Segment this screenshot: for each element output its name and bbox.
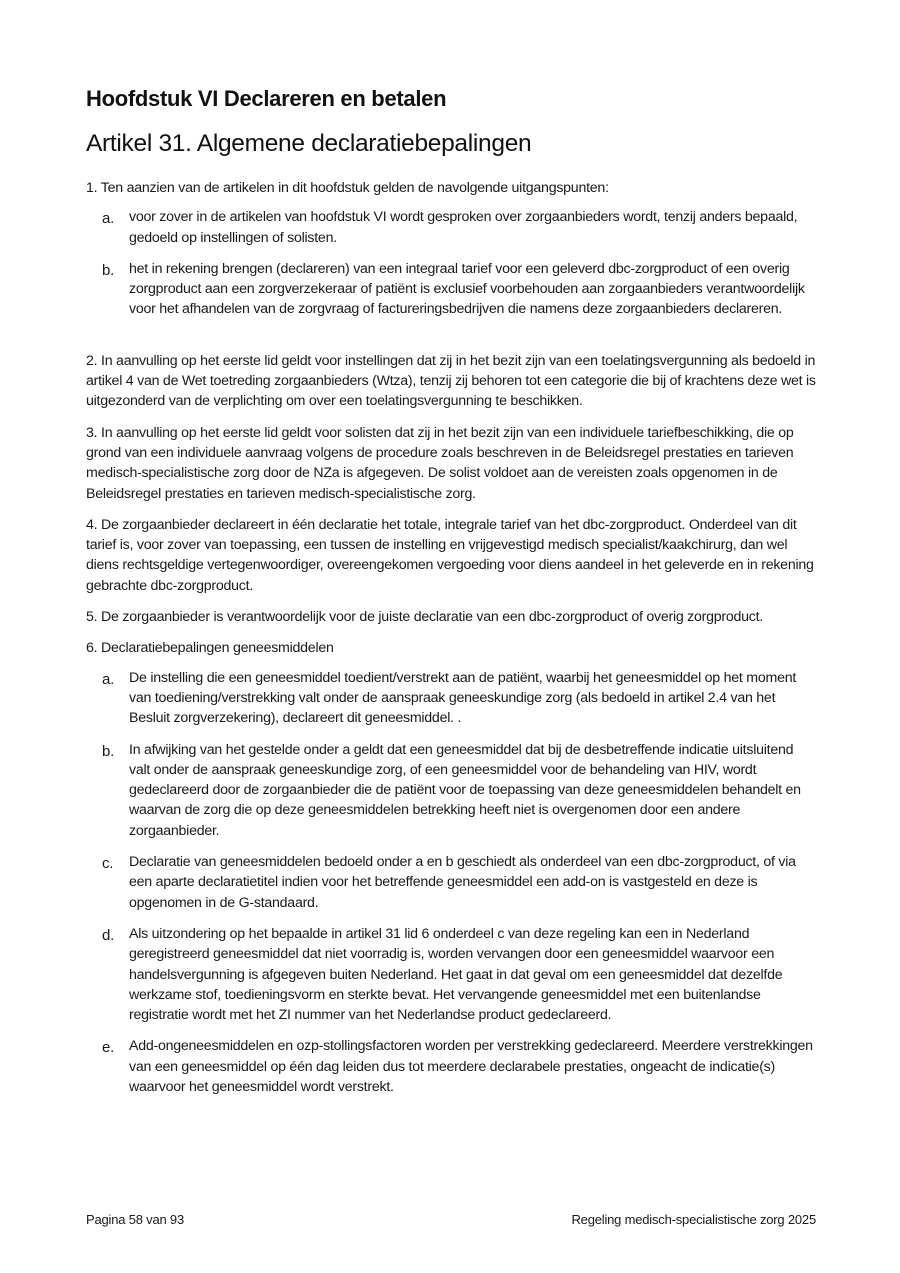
lid-6-list — [86, 668, 816, 1098]
lid-4: 4. De zorgaanbieder declareert in één declaratie het totale, integrale tarief van het dbc-zorgproduct. Onderdeel van dit tarief is, voor zover van toepassing, een tussen de instelling en vrijgevestigd medisch specialist/kaakchirurg, dan wel diens rechtsgeldige vertegenwoordiger, overeengekomen vergoeding voor diens aandeel in het geleverde en in rekening gebrachte dbc-zorgproduct. — [86, 516, 814, 594]
list-item-text: De instelling die een geneesmiddel toedient/verstrekt aan de patiënt, waarbij het geneesmiddel op het moment van toediening/verstrekking valt onder de aanspraak geneeskundige zorg (als bedoeld in artikel 2.4 van het Besluit zorgverzekering), declareert dit geneesmiddel. . — [129, 669, 797, 727]
list-item-label: b. — [102, 261, 115, 279]
lid-1-list — [86, 207, 816, 319]
article-body — [86, 178, 816, 1108]
list-item — [86, 852, 816, 913]
list-item-label: a. — [102, 670, 115, 688]
list-item — [86, 740, 816, 841]
list-item-text: Als uitzondering op het bepaalde in artikel 31 lid 6 onderdeel c van deze regeling kan een in Nederland geregistreerd geneesmiddel dat niet voorradig is, worden vervangen door een geneesmiddel waarvoor een handelsvergunning is afgegeven buiten Nederland. Het gaat in dat geval om een geneesmiddel dat dezelfde werkzame stof, toedieningsvorm en sterkte bevat. Het vervangende geneesmiddel met een buitenlandse registratie wordt met het ZI nummer van het Nederlandse product gedeclareerd. — [129, 925, 783, 1024]
list-item-text: het in rekening brengen (declareren) van een integraal tarief voor een geleverd dbc-zorgproduct of een overig zorgproduct aan een zorgverzekeraar of patiënt is exclusief voorbehouden aan zorgaanbieders verantwoordelijk voor het afhandelen van de zorgvraag of factureringsbedrijven die namens deze zorgaanbieders declareren. — [129, 260, 805, 318]
list-item-label: e. — [102, 1039, 115, 1057]
article-title: Artikel 31. Algemene declaratiebepalingen — [86, 130, 532, 157]
list-item-text: In afwijking van het gestelde onder a geldt dat een geneesmiddel dat bij de desbetreffende indicatie uitsluitend valt onder de aanspraak geneeskundige zorg, of een geneesmiddel voor de behandeling van HIV, wordt gedeclareerd door de zorgaanbieder die de patiënt voor de toepassing van deze geneesmiddelen behandelt en waarvan de zorg die op deze geneesmiddelen betrekking heeft niet is overgenomen door een andere zorgaanbieder. — [129, 741, 801, 839]
list-item — [86, 207, 816, 248]
list-item — [86, 1036, 816, 1097]
lid-6-intro: 6. Declaratiebepalingen geneesmiddelen — [86, 640, 334, 657]
chapter-title: Hoofdstuk VI Declareren en betalen — [86, 86, 447, 111]
list-item — [86, 924, 816, 1025]
lid-1-intro: 1. Ten aanzien van de artikelen in dit hoofdstuk gelden de navolgende uitgangspunten: — [86, 180, 609, 196]
lid-5: 5. De zorgaanbieder is verantwoordelijk voor de juiste declaratie van een dbc-zorgproduct of overig zorgproduct. — [86, 609, 764, 626]
list-item-label: b. — [102, 742, 115, 760]
list-item-label: c. — [102, 855, 114, 873]
list-item-text: Declaratie van geneesmiddelen bedoeld onder a en b geschiedt als onderdeel van een dbc-zorgproduct, of via een aparte declaratietitel indien voor het betreffende geneesmiddel een add-on is vastgesteld en deze is opgenomen in de G-standaard. — [129, 854, 796, 911]
list-item — [86, 668, 816, 729]
list-item-label: d. — [102, 926, 115, 944]
list-item-label: a. — [102, 210, 115, 228]
lid-3: 3. In aanvulling op het eerste lid geldt voor solisten dat zij in het bezit zijn van een individuele tariefbeschikking, die op grond van een individuele aanvraag volgens de procedure zoals beschreven in de Beleidsregel prestaties en tarieven medisch-specialistische zorg door de NZa is afgegeven. De solist voldoet aan de vereisten zoals opgenomen in de Beleidsregel prestaties en tarieven medisch-specialistische zorg. — [86, 424, 794, 502]
list-item-text: voor zover in de artikelen van hoofdstuk VI wordt gesproken over zorgaanbieders wordt, tenzij anders bepaald, gedoeld op instellingen of solisten. — [129, 209, 798, 246]
lid-2: 2. In aanvulling op het eerste lid geldt voor instellingen dat zij in het bezit zijn van een toelatingsvergunning als bedoeld in artikel 4 van de Wet toetreding zorgaanbieders (Wtza), tenzij zij behoren tot een categorie die bij of krachtens deze wet is uitgezonderd van de verplichting om over een toelatingsvergunning te beschikken. — [86, 352, 816, 410]
document-title: Regeling medisch-specialistische zorg 2025 — [571, 1212, 816, 1227]
list-item-text: Add-ongeneesmiddelen en ozp-stollingsfactoren worden per verstrekking gedeclareerd. Meerdere verstrekkingen van een geneesmiddel op één dag leiden dus tot meerdere declarabele prestaties, ongeacht de indicatie(s) waarvoor het geneesmiddel wordt verstrekt. — [129, 1038, 813, 1095]
list-item — [86, 259, 816, 320]
page-number: Pagina 58 van 93 — [86, 1212, 184, 1227]
